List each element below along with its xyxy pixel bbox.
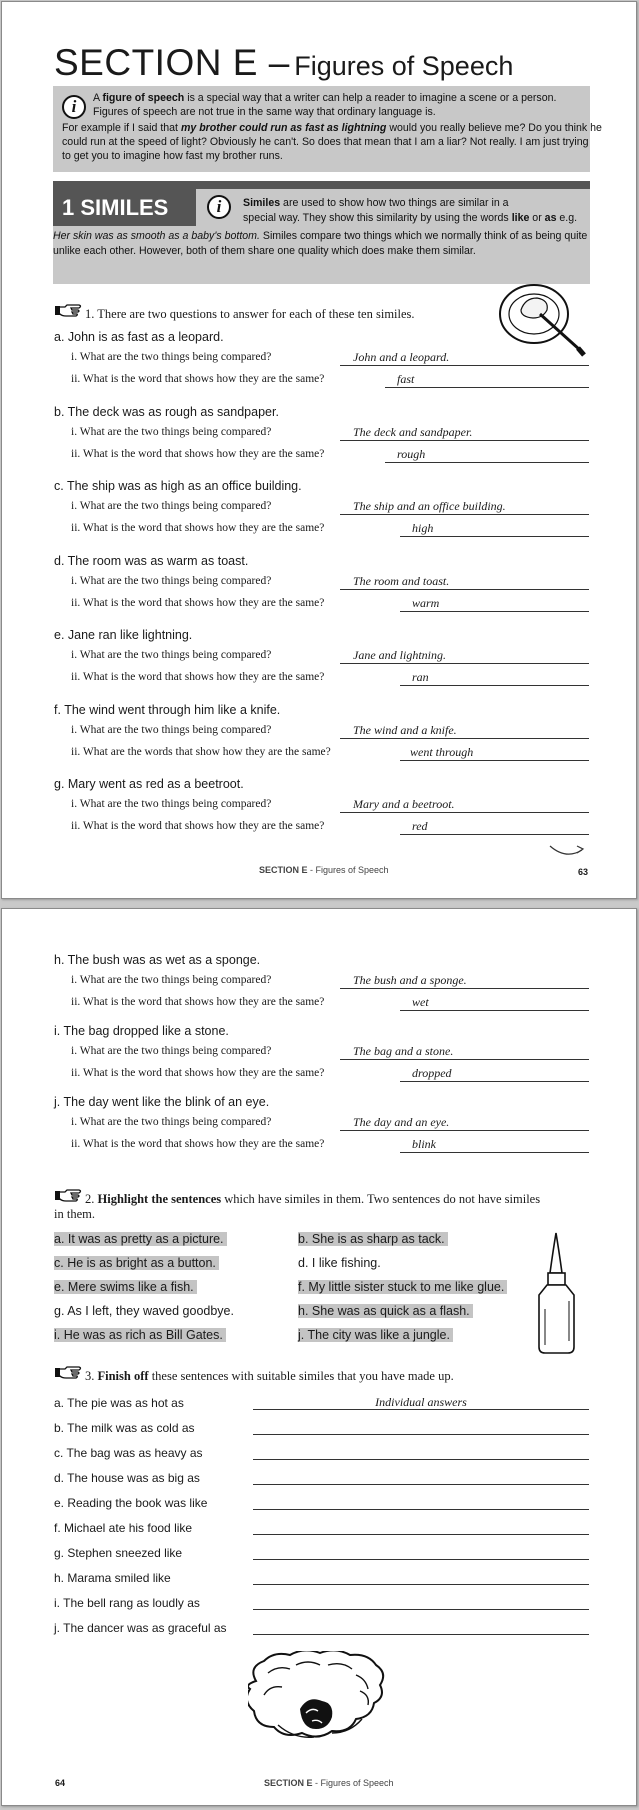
question-ii: ii. What is the word that shows how they are the same? <box>71 447 325 460</box>
fill-answer-line[interactable] <box>253 1620 589 1635</box>
sentence-text: Mere swims like a fish. <box>64 1280 196 1294</box>
answer-field-i[interactable] <box>340 723 589 739</box>
similes-band <box>53 181 590 189</box>
sentence-item[interactable] <box>54 1232 227 1246</box>
answer-text: The ship and an office building. <box>353 499 506 513</box>
similes-label: 1 SIMILES <box>53 189 196 226</box>
question-i: i. What are the two things being compared? <box>71 425 272 438</box>
sentence-text: He is as bright as a button. <box>64 1256 219 1270</box>
sentence-item[interactable] <box>298 1328 453 1342</box>
sentence-item[interactable] <box>54 1328 226 1342</box>
simile-stem: c. The ship was as high as an office building. <box>54 479 302 493</box>
answer-field-i[interactable] <box>340 574 589 590</box>
answer-field-ii[interactable] <box>400 670 589 686</box>
intro-box <box>53 86 602 172</box>
fill-answer-line[interactable] <box>253 1545 589 1560</box>
answer-field-ii[interactable] <box>400 1137 589 1153</box>
question-ii: ii. What are the words that show how they are the same? <box>71 745 331 758</box>
glue-bottle-illustration <box>534 1229 580 1357</box>
simile-stem: h. The bush was as wet as a sponge. <box>54 953 261 967</box>
fill-answer-line[interactable] <box>253 1420 589 1435</box>
question-i: i. What are the two things being compared? <box>71 974 272 986</box>
sentence-item[interactable] <box>298 1256 384 1270</box>
fill-answer-line[interactable] <box>253 1595 589 1610</box>
similes-line-2: special way. They show this similarity by using the words like or as e.g. <box>243 212 578 224</box>
footer-label: SECTION E - Figures of Speech <box>264 1778 394 1788</box>
question-i: i. What are the two things being compared? <box>71 798 272 810</box>
fill-prompt: d. The house was as big as <box>54 1471 200 1485</box>
sentence-prefix: g. <box>54 1304 65 1318</box>
sentence-item[interactable] <box>298 1232 448 1246</box>
question-2-heading-line-2: in them. <box>54 1207 95 1221</box>
question-i: i. What are the two things being compared? <box>71 351 272 363</box>
answer-field-ii[interactable] <box>400 995 589 1011</box>
answer-field-i[interactable] <box>340 797 589 813</box>
intro-line-1: A figure of speech is a special way that a writer can help a reader to imagine a scene or a person. <box>93 92 557 104</box>
fill-prompt: b. The milk was as cold as <box>54 1421 195 1435</box>
intro-line-3: For example if I said that my brother could run as fast as lightning would you really believe me? Do you think he <box>62 122 602 134</box>
answer-text: The room and toast. <box>353 573 450 588</box>
sentence-text: It was as pretty as a picture. <box>64 1232 226 1246</box>
fill-answer-line[interactable] <box>253 1470 589 1485</box>
sentence-prefix: e. <box>54 1280 65 1294</box>
question-1-heading: 1. There are two questions to answer for each of these ten similes. <box>85 307 415 321</box>
sentence-text: She is as sharp as tack. <box>308 1232 447 1246</box>
answer-field-ii[interactable] <box>385 372 589 388</box>
simile-stem: b. The deck was as rough as sandpaper. <box>54 404 279 419</box>
hand-pointer-icon <box>55 1366 83 1379</box>
sentence-text: The city was like a jungle. <box>304 1328 453 1342</box>
question-ii: ii. What is the word that shows how they are the same? <box>71 596 325 609</box>
sentence-prefix: i. <box>54 1328 61 1342</box>
answer-text: The wind and a knife. <box>353 722 457 737</box>
intro-line-4: could run at the speed of light? Obviously he can't. So does that mean that I am a liar? Not really. I am just trying <box>62 136 589 148</box>
answer-field-ii[interactable] <box>400 1066 589 1082</box>
hand-pointer-icon <box>55 1189 83 1202</box>
answer-text: The day and an eye. <box>353 1115 450 1129</box>
footer-label: SECTION E - Figures of Speech <box>259 865 389 875</box>
fill-prompt: e. Reading the book was like <box>54 1496 208 1510</box>
page-63 <box>1 1 637 899</box>
simile-stem: j. The day went like the blink of an eye. <box>54 1095 270 1109</box>
answer-text: John and a leopard. <box>353 350 450 364</box>
answer-field-ii[interactable] <box>400 596 589 612</box>
answer-field-ii[interactable] <box>400 745 589 761</box>
answer-field-i[interactable] <box>340 425 589 441</box>
page-turn-arrow-icon <box>547 840 587 862</box>
pie-illustration <box>248 1651 388 1747</box>
answer-text: wet <box>412 995 429 1009</box>
answer-text: rough <box>397 446 426 461</box>
sentence-prefix: b. <box>298 1232 309 1246</box>
answer-field-i[interactable] <box>340 1115 589 1131</box>
fill-prompt: f. Michael ate his food like <box>54 1521 193 1535</box>
question-i: i. What are the two things being compared? <box>71 1045 272 1057</box>
answer-field-ii[interactable] <box>400 521 589 537</box>
fill-answer-line[interactable] <box>253 1520 589 1535</box>
simile-stem: e. Jane ran like lightning. <box>54 628 193 642</box>
answer-field-ii[interactable] <box>385 447 589 463</box>
page-number: 64 <box>55 1778 66 1788</box>
sentence-prefix: h. <box>298 1304 309 1318</box>
answer-text: dropped <box>412 1066 452 1080</box>
plate-illustration <box>496 278 588 360</box>
sentence-prefix: f. <box>298 1280 305 1294</box>
sentence-prefix: c. <box>54 1256 64 1270</box>
hand-pointer-icon <box>55 304 83 317</box>
intro-line-2: Figures of speech are not true in the same way that ordinary language is. <box>93 106 436 118</box>
similes-line-1: Similes are used to show how two things are similar in a <box>243 197 509 209</box>
question-ii: ii. What is the word that shows how they are the same? <box>71 522 325 534</box>
simile-stem: g. Mary went as red as a beetroot. <box>54 777 244 791</box>
answer-text: high <box>412 521 434 535</box>
sentence-text: He was as rich as Bill Gates. <box>60 1328 226 1342</box>
sentence-text: As I left, they waved goodbye. <box>64 1304 234 1318</box>
similes-box <box>53 181 590 284</box>
similes-line-4: unlike each other. However, both of them share one quality which does make them similar. <box>53 245 476 257</box>
simile-stem: i. The bag dropped like a stone. <box>54 1024 229 1038</box>
answer-text: The bush and a sponge. <box>353 973 467 987</box>
question-ii: ii. What is the word that shows how they are the same? <box>71 820 325 832</box>
title-figures: Figures of Speech <box>294 51 514 81</box>
fill-prompt: h. Marama smiled like <box>54 1571 171 1585</box>
fill-answer-line[interactable] <box>253 1570 589 1585</box>
sentence-text: My little sister stuck to me like glue. <box>305 1280 507 1294</box>
simile-stem: a. John is as fast as a leopard. <box>54 330 224 344</box>
answer-field-i[interactable] <box>340 973 589 989</box>
fill-prompt: c. The bag was as heavy as <box>54 1446 203 1460</box>
answer-field-ii[interactable] <box>400 819 589 835</box>
fill-prompt: i. The bell rang as loudly as <box>54 1596 200 1610</box>
sentence-text: I like fishing. <box>308 1256 381 1270</box>
info-icon: i <box>62 95 86 119</box>
question-i: i. What are the two things being compared? <box>71 500 272 512</box>
sentence-item[interactable] <box>54 1280 197 1294</box>
answer-field-i[interactable] <box>340 499 589 515</box>
answer-text: Jane and lightning. <box>353 648 446 662</box>
fill-prompt: a. The pie was as hot as <box>54 1396 184 1410</box>
intro-line-5: to get you to imagine how fast my brother runs. <box>62 150 283 162</box>
sentence-item[interactable] <box>54 1256 219 1270</box>
page-64 <box>1 908 637 1806</box>
page-number: 63 <box>578 867 589 877</box>
answer-text: blink <box>412 1137 436 1151</box>
answer-text: went through <box>410 744 474 759</box>
answer-field-i[interactable] <box>340 1044 589 1060</box>
sentence-item[interactable] <box>54 1304 237 1318</box>
sentence-prefix: a. <box>54 1232 65 1246</box>
answer-field-i[interactable] <box>340 350 589 366</box>
simile-stem: f. The wind went through him like a knife. <box>54 702 281 717</box>
sentence-prefix: d. <box>298 1256 309 1270</box>
fill-prompt: g. Stephen sneezed like <box>54 1546 183 1560</box>
answer-text: ran <box>412 670 429 684</box>
answer-text: fast <box>397 372 415 386</box>
fill-answer-line[interactable] <box>253 1445 589 1460</box>
question-3-heading: 3. Finish off these sentences with suitable similes that you have made up. <box>85 1369 454 1383</box>
simile-stem: d. The room was as warm as toast. <box>54 553 249 568</box>
question-i: i. What are the two things being compared? <box>71 723 272 736</box>
fill-answer-line[interactable]: Individual answers <box>253 1395 589 1410</box>
page-title <box>54 42 513 84</box>
question-ii: ii. What is the word that shows how they are the same? <box>71 373 325 385</box>
question-ii: ii. What is the word that shows how they are the same? <box>71 996 325 1008</box>
answer-text: red <box>412 819 428 833</box>
fill-prompt: j. The dancer was as graceful as <box>54 1621 227 1635</box>
sentence-item[interactable] <box>298 1304 473 1318</box>
answer-text: Mary and a beetroot. <box>353 797 455 811</box>
title-section: SECTION E – <box>54 42 290 83</box>
question-i: i. What are the two things being compared? <box>71 1116 272 1128</box>
question-ii: ii. What is the word that shows how they are the same? <box>71 1067 325 1079</box>
answer-text: The bag and a stone. <box>353 1044 454 1058</box>
sentence-text: She was as quick as a flash. <box>308 1304 472 1318</box>
sentence-item[interactable] <box>298 1280 507 1294</box>
answer-text: The deck and sandpaper. <box>353 424 473 439</box>
similes-line-3: Her skin was as smooth as a baby's bottom. Similes compare two things which we normally think of as being quite <box>53 230 588 242</box>
question-ii: ii. What is the word that shows how they are the same? <box>71 671 325 683</box>
fill-answer-line[interactable] <box>253 1495 589 1510</box>
question-i: i. What are the two things being compared? <box>71 649 272 661</box>
question-2-heading: 2. Highlight the sentences which have similes in them. Two sentences do not have similes <box>85 1192 541 1206</box>
sentence-prefix: j. <box>298 1328 305 1342</box>
info-icon: i <box>207 195 231 219</box>
question-i: i. What are the two things being compared? <box>71 574 272 587</box>
answer-field-i[interactable] <box>340 648 589 664</box>
question-ii: ii. What is the word that shows how they are the same? <box>71 1138 325 1150</box>
answer-text: warm <box>412 595 440 610</box>
